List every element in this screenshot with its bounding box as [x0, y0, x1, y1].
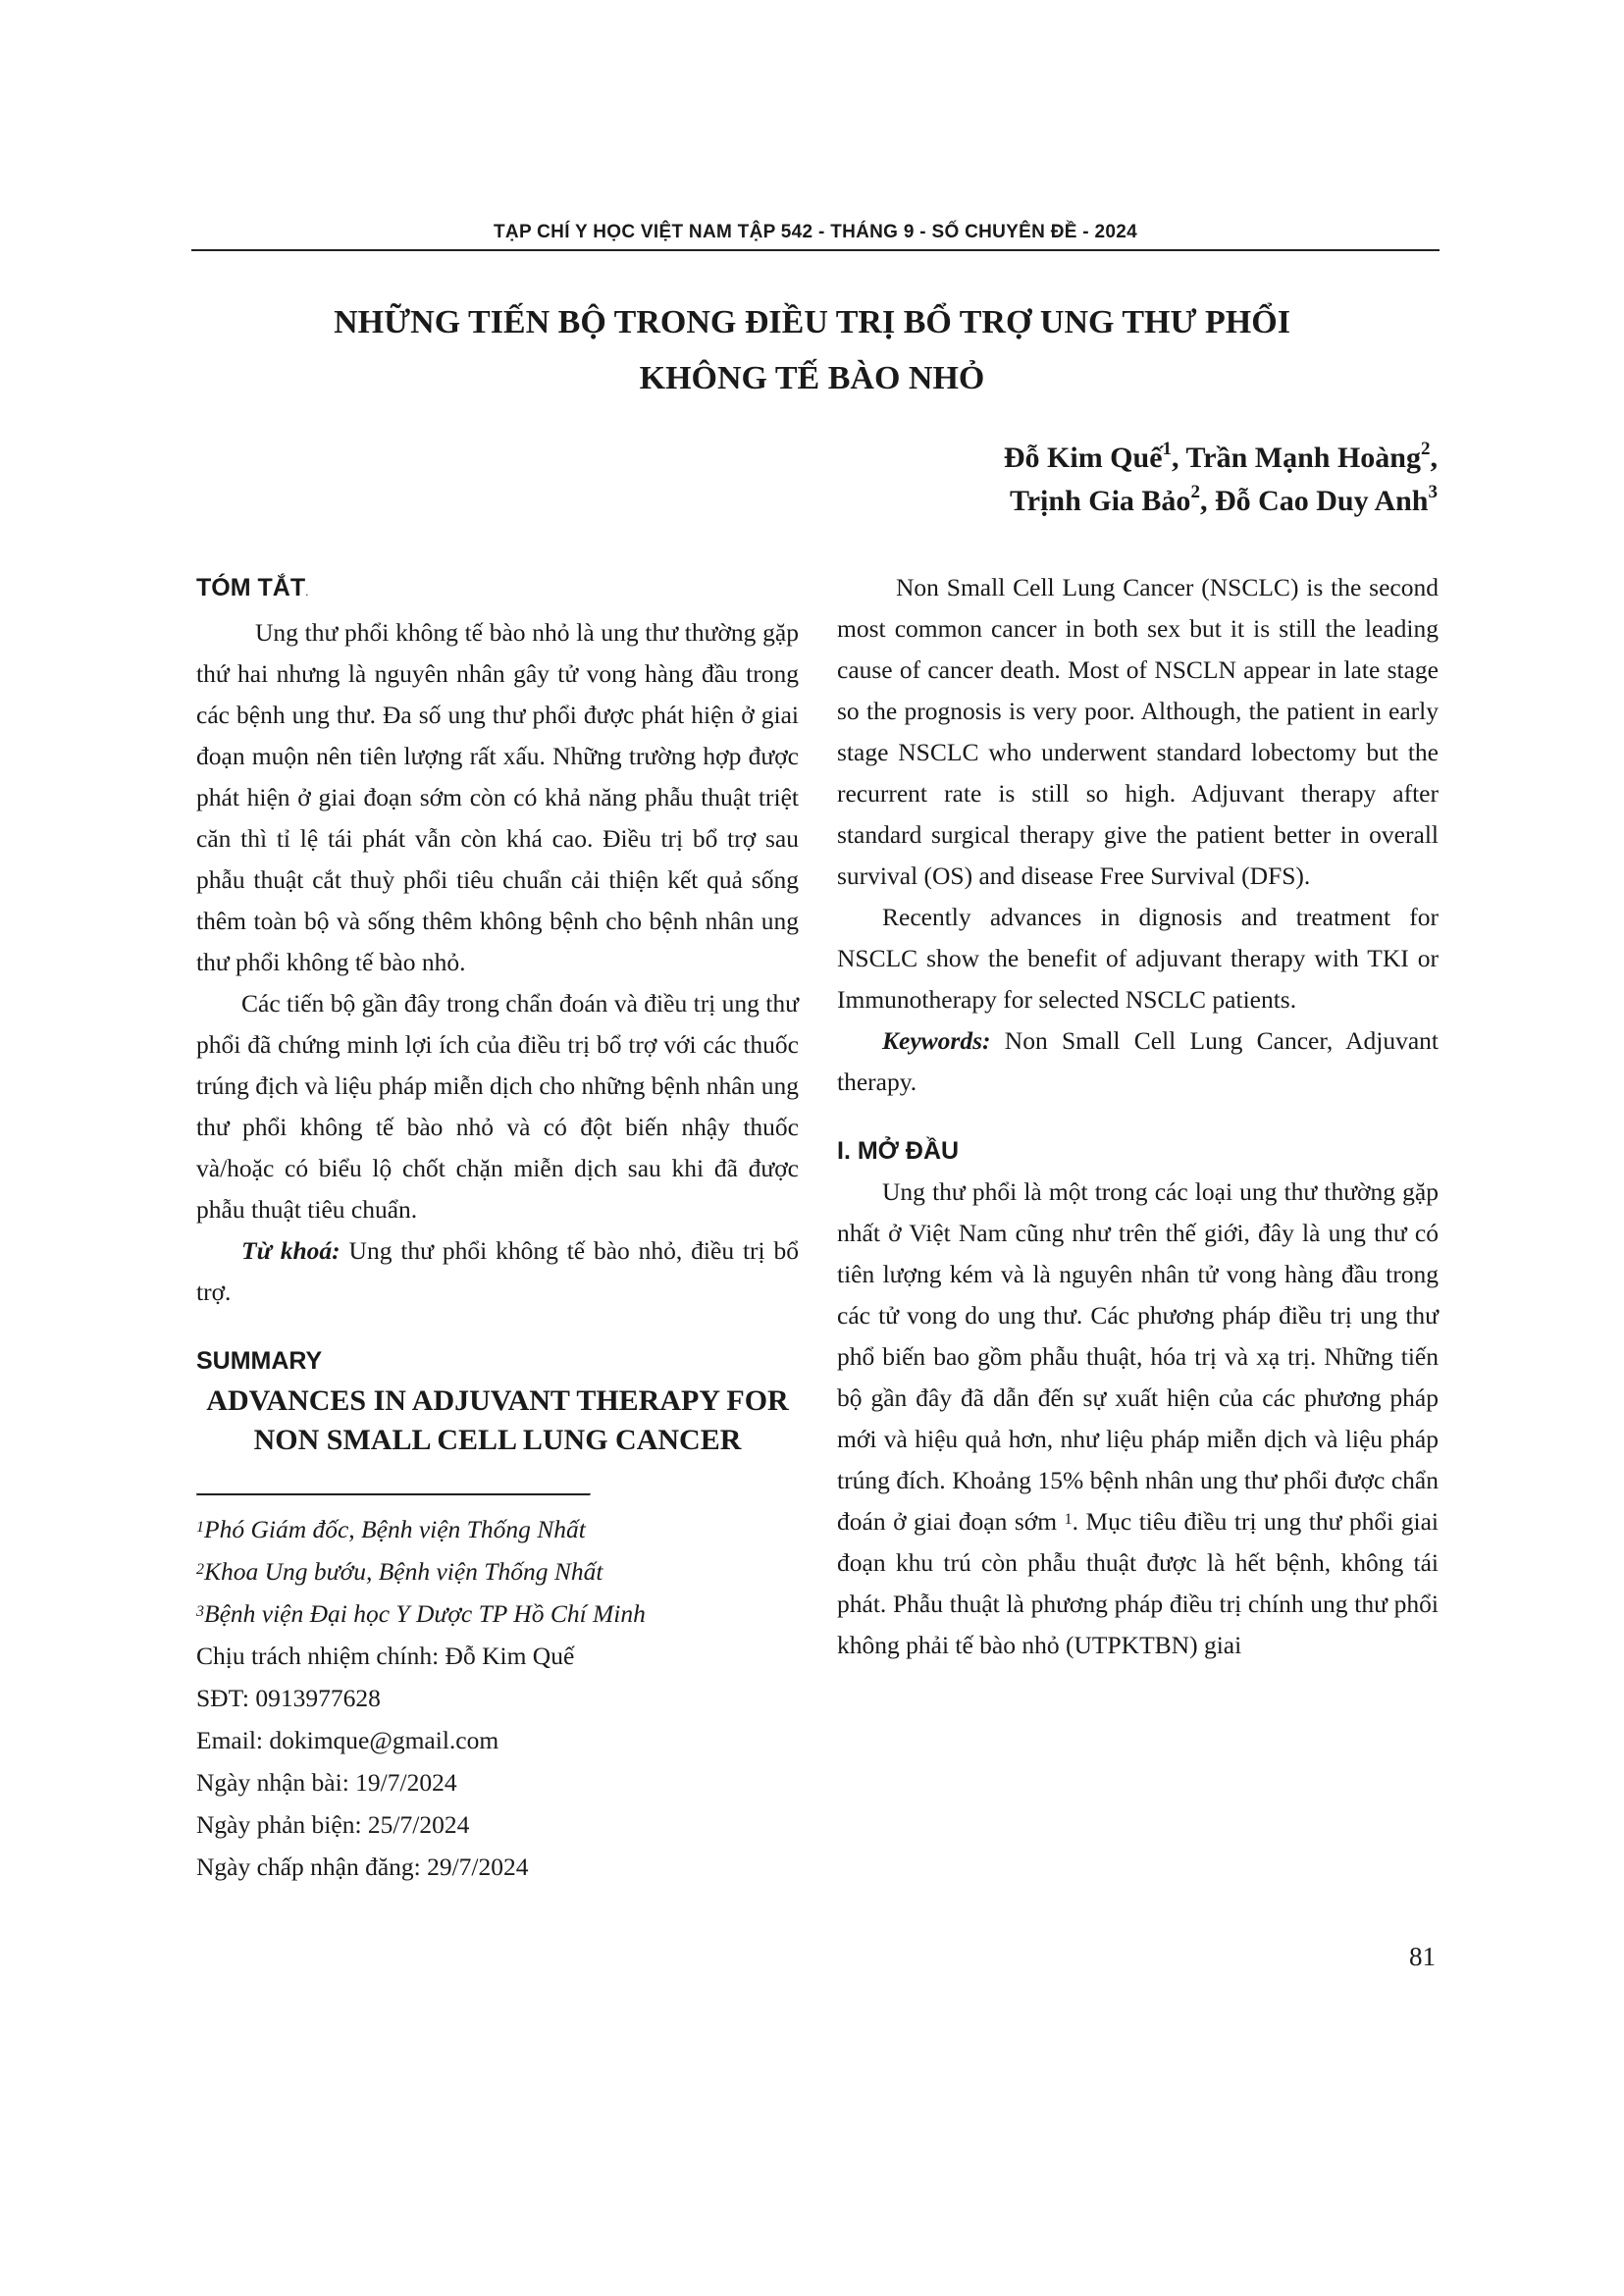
tomtat-keywords-label: Từ khoá: [241, 1236, 341, 1265]
journal-header: TẠP CHÍ Y HỌC VIỆT NAM TẬP 542 - THÁNG 9 - SỐ CHUYÊN ĐỀ - 2024 [191, 222, 1440, 251]
summary-keywords-text: Non Small Cell Lung Cancer, Adjuvant therapy. [837, 1026, 1439, 1096]
tomtat-paragraph-2: Các tiến bộ gần đây trong chẩn đoán và điều trị ung thư phổi đã chứng minh lợi ích của điều trị bổ trợ với các thuốc trúng địch và liệu pháp miễn dịch cho những bệnh nhân ung thư phổi không tế bào nhỏ và có đột biến nhậy thuốc và/hoặc có biểu lộ chốt chặn miễn dịch sau khi đã được phẫu thuật tiêu chuẩn. [196, 989, 799, 1224]
tomtat-heading [196, 567, 799, 612]
article-title-line-1: NHỮNG TIẾN BỘ TRONG ĐIỀU TRỊ BỔ TRỢ UNG THƯ PHỔI [334, 304, 1290, 340]
author-affiliation-mark: 1 [1162, 439, 1173, 459]
author-name: Trịnh Gia Bảo [1009, 485, 1191, 517]
intro-heading: I. MỞ ĐẦU [837, 1137, 960, 1165]
date-received: Ngày nhận bài: 19/7/2024 [196, 1768, 457, 1797]
summary-keywords [837, 1020, 1439, 1103]
affiliation-2-text: Khoa Ung bướu, Bệnh viện Thống Nhất [204, 1557, 603, 1586]
tomtat-heading-text: TÓM TẮT [196, 574, 306, 601]
intro-text-part-1: Ung thư phổi là một trong các loại ung thư thường gặp nhất ở Việt Nam cũng như trên thế giới, đây là ung thư có tiên lượng kém và là nguyên nhân tử vong hàng đầu trong các tử vong do ung thư. Các phương pháp điều trị ung thư phổ biến bao gồm phẫu thuật, hóa trị và xạ trị. Những tiến bộ gần đây đã dẫn đến sự xuất hiện của các phương pháp mới và hiệu quả hơn, như liệu pháp miễn dịch và liệu pháp trúng đích. Khoảng 15% bệnh nhân ung thư phổi được chẩn đoán ở giai đoạn sớm [837, 1177, 1439, 1536]
summary-keywords-label: Keywords: [882, 1026, 991, 1055]
left-column [196, 567, 799, 1888]
article-title-line-2: KHÔNG TẾ BÀO NHỎ [639, 360, 985, 396]
summary-heading: SUMMARY [196, 1347, 323, 1375]
summary-paragraph-2: Recently advances in dignosis and treatment for NSCLC show the benefit of adjuvant therapy with TKI or Immunotherapy for selected NSCLC patients. [837, 903, 1439, 1014]
affiliation-2-mark: 2 [196, 1561, 204, 1578]
affiliation-1 [196, 1508, 799, 1550]
phone-number: SĐT: 0913977628 [196, 1684, 381, 1712]
authors-line-1 [1003, 439, 1438, 474]
author-name: Đỗ Cao Duy Anh [1214, 485, 1429, 517]
authors-line-2 [1009, 482, 1438, 517]
tomtat-keywords [196, 1230, 799, 1313]
tomtat-paragraph-1: Ung thư phổi không tế bào nhỏ là ung thư thường gặp thứ hai nhưng là nguyên nhân gây tử vong hàng đầu trong các bệnh ung thư. Đa số ung thư phổi được phát hiện ở giai đoạn muộn nên tiên lượng rất xấu. Những trường hợp được phát hiện ở giai đoạn sớm còn có khả năng phẫu thuật triệt căn thì tỉ lệ tái phát vẫn còn khá cao. Điều trị bổ trợ sau phẫu thuật cắt thuỳ phổi tiêu chuẩn cải thiện kết quả sống thêm toàn bộ và sống thêm không bệnh cho bệnh nhân ung thư phổi không tế bào nhỏ. [196, 618, 799, 976]
affiliation-1-text: Phó Giám đốc, Bệnh viện Thống Nhất [204, 1515, 586, 1543]
affiliation-3-mark: 3 [196, 1603, 204, 1620]
citation-mark: 1 [1064, 1511, 1073, 1528]
email-address: Email: dokimque@gmail.com [196, 1726, 499, 1754]
corresponding-author: Chịu trách nhiệm chính: Đỗ Kim Quế [196, 1642, 575, 1670]
summary-title: ADVANCES IN ADJUVANT THERAPY FOR NON SMALL CELL LUNG CANCER [206, 1384, 789, 1456]
author-separator: , [1430, 442, 1438, 474]
summary-paragraph-1: Non Small Cell Lung Cancer (NSCLC) is the second most common cancer in both sex but it is still the leading cause of cancer death. Most of NSCLN appear in late stage so the prognosis is very poor. Although, the patient in early stage NSCLC who underwent standard lobectomy but the recurrent rate is still so high. Adjuvant therapy after standard surgical therapy give the patient better in overall survival (OS) and disease Free Survival (DFS). [837, 573, 1439, 890]
author-affiliation-mark: 3 [1428, 482, 1438, 502]
intro-text-part-2: . Mục tiêu điều trị ung thư phổi giai đoạn khu trú còn phẫu thuật được là hết bệnh, không tái phát. Phẫu thuật là phương pháp điều trị chính ung thư phổi không phải tế bào nhỏ (UTPKTBN) giai [837, 1507, 1439, 1659]
author-affiliation-mark: 2 [1190, 482, 1200, 502]
author-name: Trần Mạnh Hoàng [1185, 442, 1421, 474]
intro-paragraph [837, 1172, 1439, 1666]
author-affiliation-mark: 2 [1421, 439, 1431, 459]
affiliation-1-mark: 1 [196, 1519, 204, 1536]
affiliation-3 [196, 1592, 799, 1635]
page-number: 81 [1409, 1942, 1436, 1971]
author-separator: , [1172, 442, 1186, 474]
date-accepted: Ngày chấp nhận đăng: 29/7/2024 [196, 1852, 529, 1881]
tomtat-keywords-text: Ung thư phổi không tế bào nhỏ, điều trị bổ trợ. [196, 1236, 799, 1306]
right-column [837, 567, 1439, 1666]
author-separator: , [1199, 485, 1215, 517]
affiliation-3-text: Bệnh viện Đại học Y Dược TP Hồ Chí Minh [204, 1599, 646, 1628]
author-name: Đỗ Kim Quế [1003, 442, 1163, 474]
date-reviewed: Ngày phản biện: 25/7/2024 [196, 1810, 470, 1839]
tomtat-heading-mark: . [305, 585, 309, 599]
affiliation-2 [196, 1550, 799, 1592]
